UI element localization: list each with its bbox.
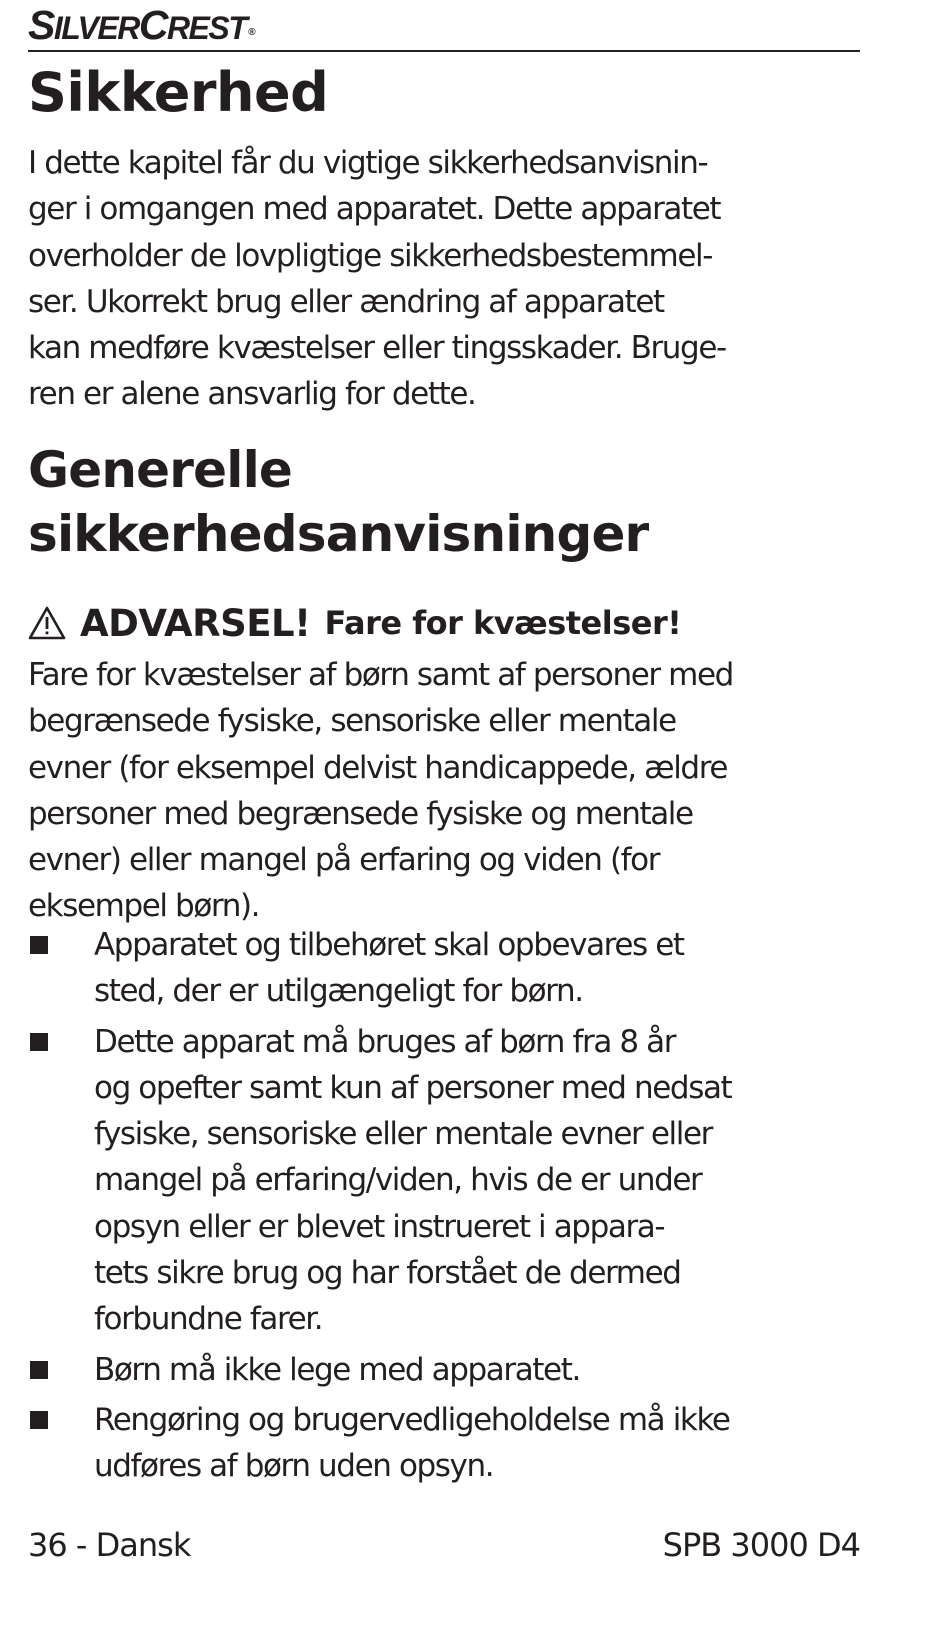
warning-subtitle: Fare for kvæstelser! xyxy=(324,604,682,642)
list-item-line: sted, der er utilgængeligt for børn. xyxy=(94,973,583,1010)
warning-paragraph xyxy=(28,652,860,930)
section-heading xyxy=(28,438,648,566)
warning-heading xyxy=(28,596,681,650)
list-item xyxy=(28,1347,860,1393)
warning-line: eksempel børn). xyxy=(28,888,260,925)
section-heading-line: sikkerhedsanvisninger xyxy=(28,505,649,563)
page-title: Sikkerhed xyxy=(28,61,329,124)
square-bullet-icon xyxy=(30,1411,48,1429)
section-heading-line: Generelle xyxy=(28,441,293,499)
list-item-line: opsyn eller er blevet instrueret i appara- xyxy=(94,1208,665,1245)
list-item xyxy=(28,922,860,1015)
page-number: 36 - Dansk xyxy=(28,1526,191,1564)
warning-line: evner (for eksempel delvist handicappede, ældre xyxy=(28,749,728,786)
manual-page xyxy=(28,0,860,1639)
list-item-line: tets sikre brug og har forstået de dermed xyxy=(94,1255,681,1292)
safety-list xyxy=(28,922,860,1494)
list-item-line: Børn må ikke lege med apparatet. xyxy=(94,1351,580,1388)
list-item-line: og opefter samt kun af personer med nedsat xyxy=(94,1069,732,1106)
list-item-line: mangel på erfaring/viden, hvis de er under xyxy=(94,1162,702,1199)
square-bullet-icon xyxy=(30,936,48,954)
page-footer xyxy=(28,1522,860,1568)
list-item-line: forbundne farer. xyxy=(94,1301,323,1338)
header-divider xyxy=(28,50,860,52)
intro-line: kan medføre kvæstelser eller tingsskader. Bruge- xyxy=(28,330,726,367)
intro-line: ger i omgangen med apparatet. Dette apparatet xyxy=(28,191,721,228)
list-item-line: fysiske, sensoriske eller mentale evner eller xyxy=(94,1116,712,1153)
warning-label: ADVARSEL! xyxy=(80,601,311,645)
intro-line: I dette kapitel får du vigtige sikkerhedsanvisnin- xyxy=(28,145,708,181)
brand-logo: SILVERCREST ® xyxy=(28,2,255,48)
intro-line: ren er alene ansvarlig for dette. xyxy=(28,376,476,413)
warning-line: Fare for kvæstelser af børn samt af personer med xyxy=(28,657,733,693)
square-bullet-icon xyxy=(30,1033,48,1051)
model-number: SPB 3000 D4 xyxy=(662,1526,860,1564)
list-item-line: Rengøring og brugervedligeholdelse må ikke xyxy=(94,1401,730,1438)
intro-line: ser. Ukorrekt brug eller ændring af apparatet xyxy=(28,283,664,320)
warning-line: evner) eller mangel på erfaring og viden (for xyxy=(28,842,660,879)
warning-line: personer med begrænsede fysiske og mentale xyxy=(28,795,693,832)
warning-triangle-icon xyxy=(28,606,66,640)
list-item xyxy=(28,1019,860,1343)
intro-line: overholder de lovpligtige sikkerhedsbestemmel- xyxy=(28,237,713,274)
list-item xyxy=(28,1397,860,1490)
square-bullet-icon xyxy=(30,1361,48,1379)
list-item-line: Dette apparat må bruges af børn fra 8 år xyxy=(94,1023,676,1060)
warning-line: begrænsede fysiske, sensoriske eller mentale xyxy=(28,703,676,740)
list-item-line: Apparatet og tilbehøret skal opbevares et xyxy=(94,927,684,963)
intro-paragraph xyxy=(28,140,860,418)
list-item-line: udføres af børn uden opsyn. xyxy=(94,1448,494,1485)
